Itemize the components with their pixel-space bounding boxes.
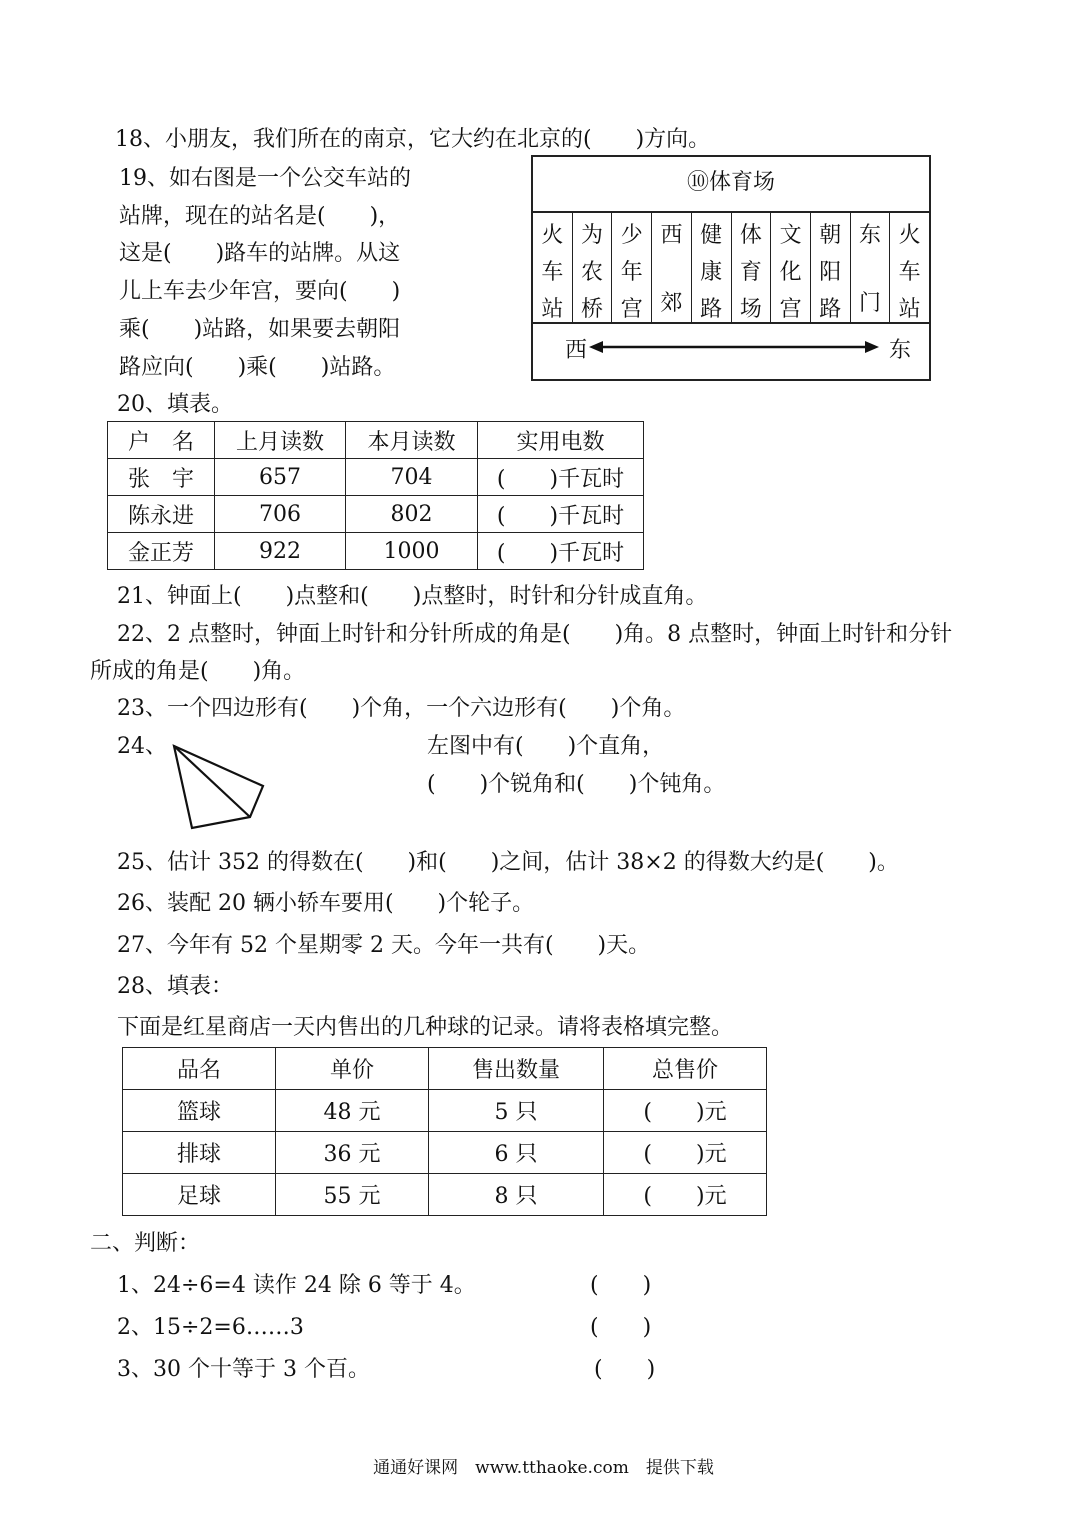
answer-blank-cell[interactable]: ( )元 bbox=[604, 1174, 767, 1216]
judgment-blank-1[interactable]: ( ) bbox=[590, 1273, 652, 1298]
table-cell: 5 只 bbox=[429, 1090, 604, 1132]
question-19-line-3: 这是( )路车的站牌。从这 bbox=[119, 241, 401, 266]
answer-blank-cell[interactable]: ( )元 bbox=[604, 1090, 767, 1132]
table-cell: 排球 bbox=[123, 1132, 276, 1174]
table-cell: 36 元 bbox=[276, 1132, 429, 1174]
bus-stop-6: 体 育 场 bbox=[732, 211, 772, 322]
quadrilateral-figure bbox=[168, 740, 268, 836]
table-row bbox=[108, 533, 644, 570]
column-header: 单价 bbox=[276, 1048, 429, 1090]
bus-stop-8: 朝 阳 路 bbox=[811, 211, 851, 322]
answer-blank-cell[interactable]: ( )元 bbox=[604, 1132, 767, 1174]
table-row bbox=[123, 1090, 767, 1132]
table-cell: 张 宇 bbox=[108, 459, 215, 496]
bus-stop-list bbox=[533, 211, 929, 322]
table-cell: 48 元 bbox=[276, 1090, 429, 1132]
bus-stop-5: 健 康 路 bbox=[692, 211, 732, 322]
table-cell: 922 bbox=[215, 533, 346, 570]
column-header: 售出数量 bbox=[429, 1048, 604, 1090]
table-cell: 55 元 bbox=[276, 1174, 429, 1216]
question-18: 18、小朋友，我们所在的南京，它大约在北京的( )方向。 bbox=[115, 127, 711, 152]
question-19-line-6: 路应向( )乘( )站路。 bbox=[119, 355, 396, 380]
bus-stop-sign bbox=[531, 155, 931, 381]
column-header: 品名 bbox=[123, 1048, 276, 1090]
judgment-blank-3[interactable]: ( ) bbox=[594, 1357, 656, 1382]
bus-stop-4: 西 郊 bbox=[652, 211, 692, 322]
table-cell: 706 bbox=[215, 496, 346, 533]
question-24-label: 24、 bbox=[117, 734, 167, 759]
question-24-line-1: 左图中有( )个直角， bbox=[427, 734, 665, 759]
section-2-title: 二、判断： bbox=[90, 1231, 201, 1256]
judgment-item-1: 1、24÷6=4 读作 24 除 6 等于 4。 bbox=[117, 1273, 476, 1298]
question-19-line-1: 19、如右图是一个公交车站的 bbox=[119, 166, 411, 191]
table-header-row bbox=[123, 1048, 767, 1090]
table-cell: 8 只 bbox=[429, 1174, 604, 1216]
column-header: 总售价 bbox=[604, 1048, 767, 1090]
table-row bbox=[108, 496, 644, 533]
double-arrow-icon bbox=[589, 340, 879, 354]
table-header-row bbox=[108, 422, 644, 459]
question-27: 27、今年有 52 个星期零 2 天。今年一共有( )天。 bbox=[117, 933, 651, 958]
table-cell: 802 bbox=[346, 496, 478, 533]
table-row bbox=[108, 459, 644, 496]
judgment-item-2: 2、15÷2=6……3 bbox=[117, 1315, 304, 1340]
table-cell: 657 bbox=[215, 459, 346, 496]
judgment-item-3: 3、30 个十等于 3 个百。 bbox=[117, 1357, 370, 1382]
question-23: 23、一个四边形有( )个角，一个六边形有( )个角。 bbox=[117, 696, 686, 721]
table-cell: 篮球 bbox=[123, 1090, 276, 1132]
column-header: 上月读数 bbox=[215, 422, 346, 459]
table-cell: 704 bbox=[346, 459, 478, 496]
bus-stop-1: 火 车 站 bbox=[533, 211, 573, 322]
table-cell: 足球 bbox=[123, 1174, 276, 1216]
column-header: 本月读数 bbox=[346, 422, 478, 459]
table-cell: 金正芳 bbox=[108, 533, 215, 570]
question-19-line-5: 乘( )站路，如果要去朝阳 bbox=[119, 317, 401, 342]
bus-stop-3: 少 年 宫 bbox=[612, 211, 652, 322]
question-21: 21、钟面上( )点整和( )点整时，时针和分针成直角。 bbox=[117, 584, 708, 609]
bus-stop-7: 文 化 宫 bbox=[771, 211, 811, 322]
table-cell: 陈永进 bbox=[108, 496, 215, 533]
question-22-line-2: 所成的角是( )角。 bbox=[90, 659, 306, 684]
west-label: 西 bbox=[565, 338, 588, 363]
answer-blank-cell[interactable]: ( )千瓦时 bbox=[478, 496, 644, 533]
question-28-intro: 下面是红星商店一天内售出的几种球的记录。请将表格填完整。 bbox=[117, 1015, 734, 1040]
question-24-line-2: ( )个锐角和( )个钝角。 bbox=[427, 772, 726, 797]
answer-blank-cell[interactable]: ( )千瓦时 bbox=[478, 533, 644, 570]
table-cell: 1000 bbox=[346, 533, 478, 570]
table-cell: 6 只 bbox=[429, 1132, 604, 1174]
ball-sales-table bbox=[122, 1047, 767, 1216]
bus-sign-title: ⑩体育场 bbox=[686, 170, 775, 195]
bus-stop-9: 东 门 bbox=[851, 211, 891, 322]
question-28-label: 28、填表： bbox=[117, 974, 233, 999]
electricity-table bbox=[107, 421, 644, 570]
column-header: 实用电数 bbox=[478, 422, 644, 459]
judgment-blank-2[interactable]: ( ) bbox=[590, 1315, 652, 1340]
answer-blank-cell[interactable]: ( )千瓦时 bbox=[478, 459, 644, 496]
bus-stop-2: 为 农 桥 bbox=[573, 211, 613, 322]
bus-stop-10: 火 车 站 bbox=[898, 223, 921, 322]
question-20-label: 20、填表。 bbox=[117, 392, 233, 417]
table-row bbox=[123, 1132, 767, 1174]
question-26: 26、装配 20 辆小轿车要用( )个轮子。 bbox=[117, 891, 535, 916]
table-row bbox=[123, 1174, 767, 1216]
question-22-line-1: 22、2 点整时，钟面上时针和分针所成的角是( )角。8 点整时，钟面上时针和分针 bbox=[117, 622, 953, 647]
east-label: 东 bbox=[889, 338, 912, 363]
question-19-line-2: 站牌，现在的站名是( )， bbox=[119, 204, 401, 229]
question-19-line-4: 儿上车去少年宫，要向( ) bbox=[119, 279, 401, 304]
column-header: 户 名 bbox=[108, 422, 215, 459]
footer-credit: 通通好课网 www.tthaoke.com 提供下载 bbox=[373, 1458, 714, 1478]
question-25: 25、估计 352 的得数在( )和( )之间，估计 38×2 的得数大约是( )。 bbox=[117, 850, 899, 875]
